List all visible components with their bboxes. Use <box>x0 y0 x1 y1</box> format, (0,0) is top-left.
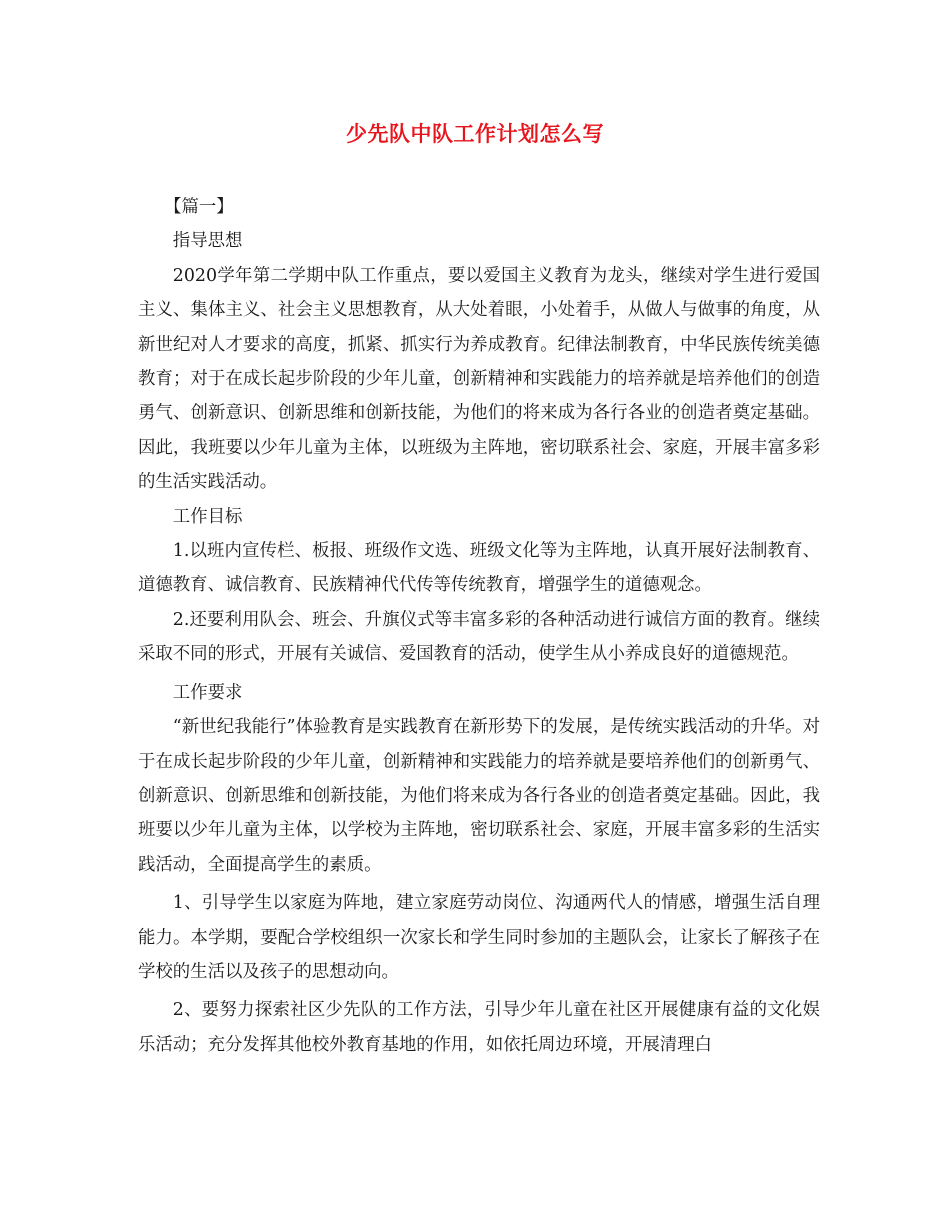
paragraph-requirement-1: 1、引导学生以家庭为阵地，建立家庭劳动岗位、沟通两代人的情感，增强生活自理能力。本学期，要配合学校组织一次家长和学生同时参加的主题队会，让家长了解孩子在学校的生活以及孩子的思想动向。 <box>138 893 820 982</box>
paragraph-goal-1: 1.以班内宣传栏、板报、班级作文选、班级文化等为主阵地，认真开展好法制教育、道德教育、诚信教育、民族精神代代传等传统教育，增强学生的道德观念。 <box>138 541 820 596</box>
paragraph-guidance: 2020学年第二学期中队工作重点，要以爱国主义教育为龙头，继续对学生进行爱国主义、集体主义、社会主义思想教育，从大处着眼，小处着手，从做人与做事的角度，从新世纪对人才要求的高度，抓紧、抓实行为养成教育。纪律法制教育，中华民族传统美德教育；对于在成长起步阶段的少年儿童，创新精神和实践能力的培养就是培养他们的创造勇气、创新意识、创新思维和创新技能，为他们的将来成为各行各业的创造者奠定基础。因此，我班要以少年儿童为主体，以班级为主阵地，密切联系社会、家庭，开展丰富多彩的生活实践活动。 <box>138 265 820 493</box>
document-body <box>138 190 820 1062</box>
section-label: 【篇一】 <box>164 197 234 217</box>
paragraph-requirement-2: 2、要努力探索社区少先队的工作方法，引导少年儿童在社区开展健康有益的文化娱乐活动；充分发挥其他校外教育基地的作用，如依托周边环境，开展清理白 <box>138 1000 820 1055</box>
document-title: 少先队中队工作计划怎么写 <box>346 121 604 146</box>
heading-guidance: 指导思想 <box>172 231 243 252</box>
heading-goals: 工作目标 <box>172 506 243 527</box>
paragraph-requirements: “新世纪我能行”体验教育是实践教育在新形势下的发展，是传统实践活动的升华。对于在成长起步阶段的少年儿童，创新精神和实践能力的培养就是要培养他们的创新勇气、创新意识、创新思维和创新技能，为他们将来成为各行各业的创造者奠定基础。因此，我班要以少年儿童为主体，以学校为主阵地，密切联系社会、家庭，开展丰富多彩的生活实践活动，全面提高学生的素质。 <box>138 717 820 875</box>
heading-requirements: 工作要求 <box>172 682 243 703</box>
paragraph-goal-2: 2.还要利用队会、班会、升旗仪式等丰富多彩的各种活动进行诚信方面的教育。继续采取不同的形式，开展有关诚信、爱国教育的活动，使学生从小养成良好的道德规范。 <box>138 609 820 665</box>
